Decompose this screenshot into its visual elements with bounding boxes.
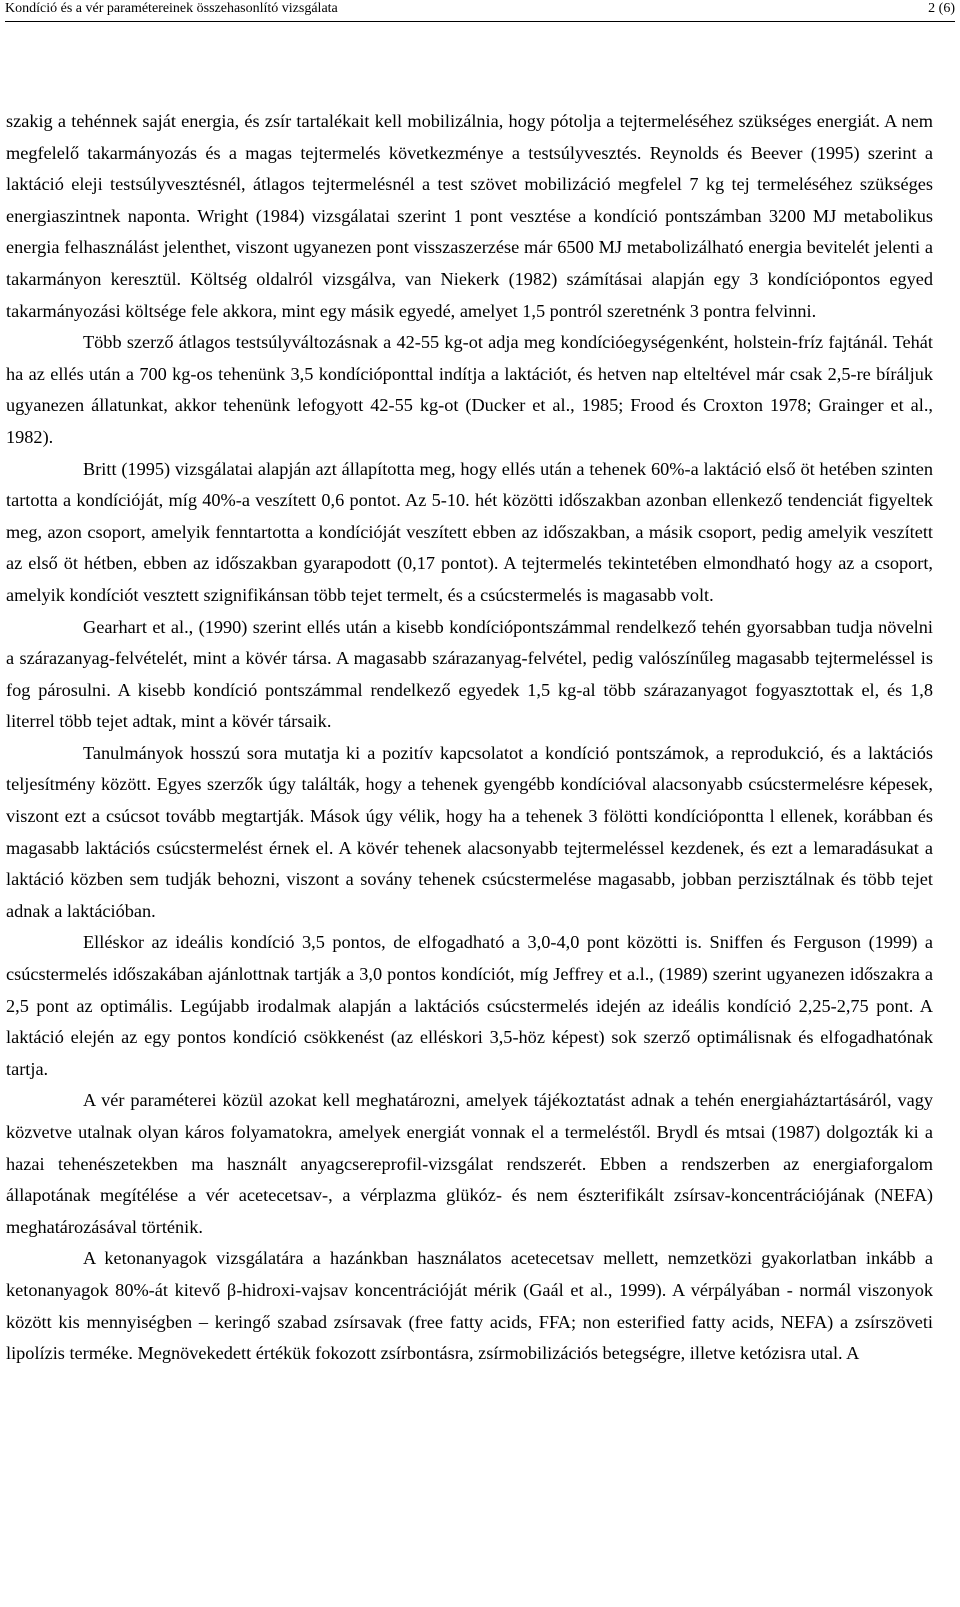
paragraph-blood-parameters: A vér paraméterei közül azokat kell meghatározni, amelyek tájékoztatást adnak a tehén energiaháztartásáról, vagy közvetve utalnak olyan káros folyamatokra, amelyek energiát vonnak el a termeléstől. Brydl és mtsai (1987) dolgozták ki a hazai tehenészetekben ma használt anyagcsereprofil-vizsgálat rendszerét. Ebben a rendszerben az energiaforgalom állapotának megítélése a vér acetecetsav-, a vérplazma glükóz- és nem észterifikált zsírsav-koncentrációjának (NEFA) meghatározásával történik. <box>6 1090 933 1237</box>
paragraph-ketone-bodies: A ketonanyagok vizsgálatára a hazánkban használatos acetecetsav mellett, nemzetközi gyakorlatban inkább a ketonanyagok 80%-át kitevő β-hidroxi-vajsav koncentrációját mérik (Gaál et al., 1999). A vérpályában - normál viszonyok között kis mennyiségben – keringő szabad zsírsavak (free fatty acids, FFA; non esterified fatty acids, NEFA) a zsírszöveti lipolízis terméke. Megnövekedett értékük fokozott zsírbontásra, zsírmobilizációs betegségre, illetve ketózisra utal. A <box>6 1248 933 1364</box>
paragraph-gearhart-study: Gearhart et al., (1990) szerint ellés után a kisebb kondíciópontszámmal rendelkező tehén gyorsabban tudja növelni a szárazanyag-felvételét, mint a kövér társa. A magasabb szárazanyag-felvétel, pedig valószínűleg magasabb tejtermeléssel is fog párosulni. A kisebb kondíció pontszámmal rendelkező egyedek 1,5 kg-al több szárazanyagot fogyasztottak el, és 1,8 literrel több tejet adtak, mint a kövér társaik. <box>6 616 933 732</box>
document-body <box>6 106 933 1370</box>
page-number: 2 (6) <box>928 1 955 16</box>
paragraph-weight-change: Több szerző átlagos testsúlyváltozásnak a 42-55 kg-ot adja meg kondícióegységenként, holstein-fríz fajtánál. Tehát ha az ellés után a 700 kg-os tehenünk 3,5 kondícióponttal indítja a laktációt, és hetven nap elteltével már csak 2,5-re bíráljuk ugyanezen állatunkat, akkor tehenünk lefogyott 42-55 kg-ot (Ducker et al., 1985; Frood és Croxton 1978; Grainger et al., 1982). <box>6 332 933 447</box>
page-header <box>5 0 955 22</box>
paragraph-reproduction: Tanulmányok hosszú sora mutatja ki a pozitív kapcsolatot a kondíció pontszámok, a reprodukció, és a laktációs teljesítmény között. Egyes szerzők úgy találták, hogy a tehenek gyengébb kondícióval alacsonyabb csúcstermelésre képesek, viszont ezt a csúcsot tovább megtartják. Mások úgy vélik, hogy ha a tehenek 3 fölötti kondíciópontta l ellenek, korábban és magasabb laktációs csúcstermelést érnek el. A kövér tehenek alacsonyabb tejtermeléssel kezdenek, és ezt a lemaradásukat a laktáció közben sem tudják behozni, viszont a sovány tehenek csúcstermelése magasabb, jobban perzisztálnak és több tejet adnak a laktációban. <box>6 742 933 921</box>
paragraph-ideal-condition: Elléskor az ideális kondíció 3,5 pontos, de elfogadható a 3,0-4,0 pont közötti is. Sniffen és Ferguson (1999) a csúcstermelés időszakában ajánlottnak tartják a 3,0 pontos kondíciót, míg Jeffrey et a.l., (1989) szerint ugyanezen időszakra a 2,5 pont az optimális. Legújabb irodalmak alapján a laktációs csúcstermelés idején az ideális kondíció 2,25-2,75 pont. A laktáció elején az egy pontos kondíció csökkenést (az elléskori 3,5-höz képest) sok szerző optimálisnak és elfogadhatónak tartja. <box>6 932 933 1079</box>
paragraph-continuation: szakig a tehénnek saját energia, és zsír tartalékait kell mobilizálnia, hogy pótolja a tejtermeléséhez szükséges energiát. A nem megfelelő takarmányozás és a magas tejtermelés következménye a testsúlyvesztés. Reynolds és Beever (1995) szerint a laktáció eleji testsúlyvesztésnél, átlagos tejtermelésnél a test szövet mobilizáció megfelel 7 kg tej termeléséhez szükséges energiaszintnek naponta. Wright (1984) vizsgálatai szerint 1 pont vesztése a kondíció pontszámban 3200 MJ metabolikus energia felhasználást jelenthet, viszont ugyanezen pont visszaszerzése már 6500 MJ metabolizálható energia bevitelét jelenti a takarmányon keresztül. Költség oldalról vizsgálva, van Niekerk (1982) számításai alapján egy 3 kondíciópontos egyed takarmányozási költsége fele akkora, mint egy másik egyedé, amelyet 1,5 pontról szeretnénk 3 pontra felvinni. <box>6 111 933 321</box>
paragraph-britt-study: Britt (1995) vizsgálatai alapján azt állapította meg, hogy ellés után a tehenek 60%-a laktáció első öt hetében szinten tartotta a kondícióját, míg 40%-a veszített 0,6 pontot. Az 5-10. hét közötti időszakban azonban ellenkező tendenciát figyeltek meg, azon csoport, amelyik fenntartotta a kondícióját veszített ebben az időszakban, a másik csoport, pedig amelyik veszített az első öt hétben, ebben az időszakban gyarapodott (0,17 pontot). A tejtermelés tekintetében elmondható hogy az a csoport, amelyik kondíciót vesztett szignifikánsan több tejet termelt, és a csúcstermelés is magasabb volt. <box>6 458 933 605</box>
document-title: Kondíció és a vér paramétereinek összehasonlító vizsgálata <box>5 1 338 16</box>
